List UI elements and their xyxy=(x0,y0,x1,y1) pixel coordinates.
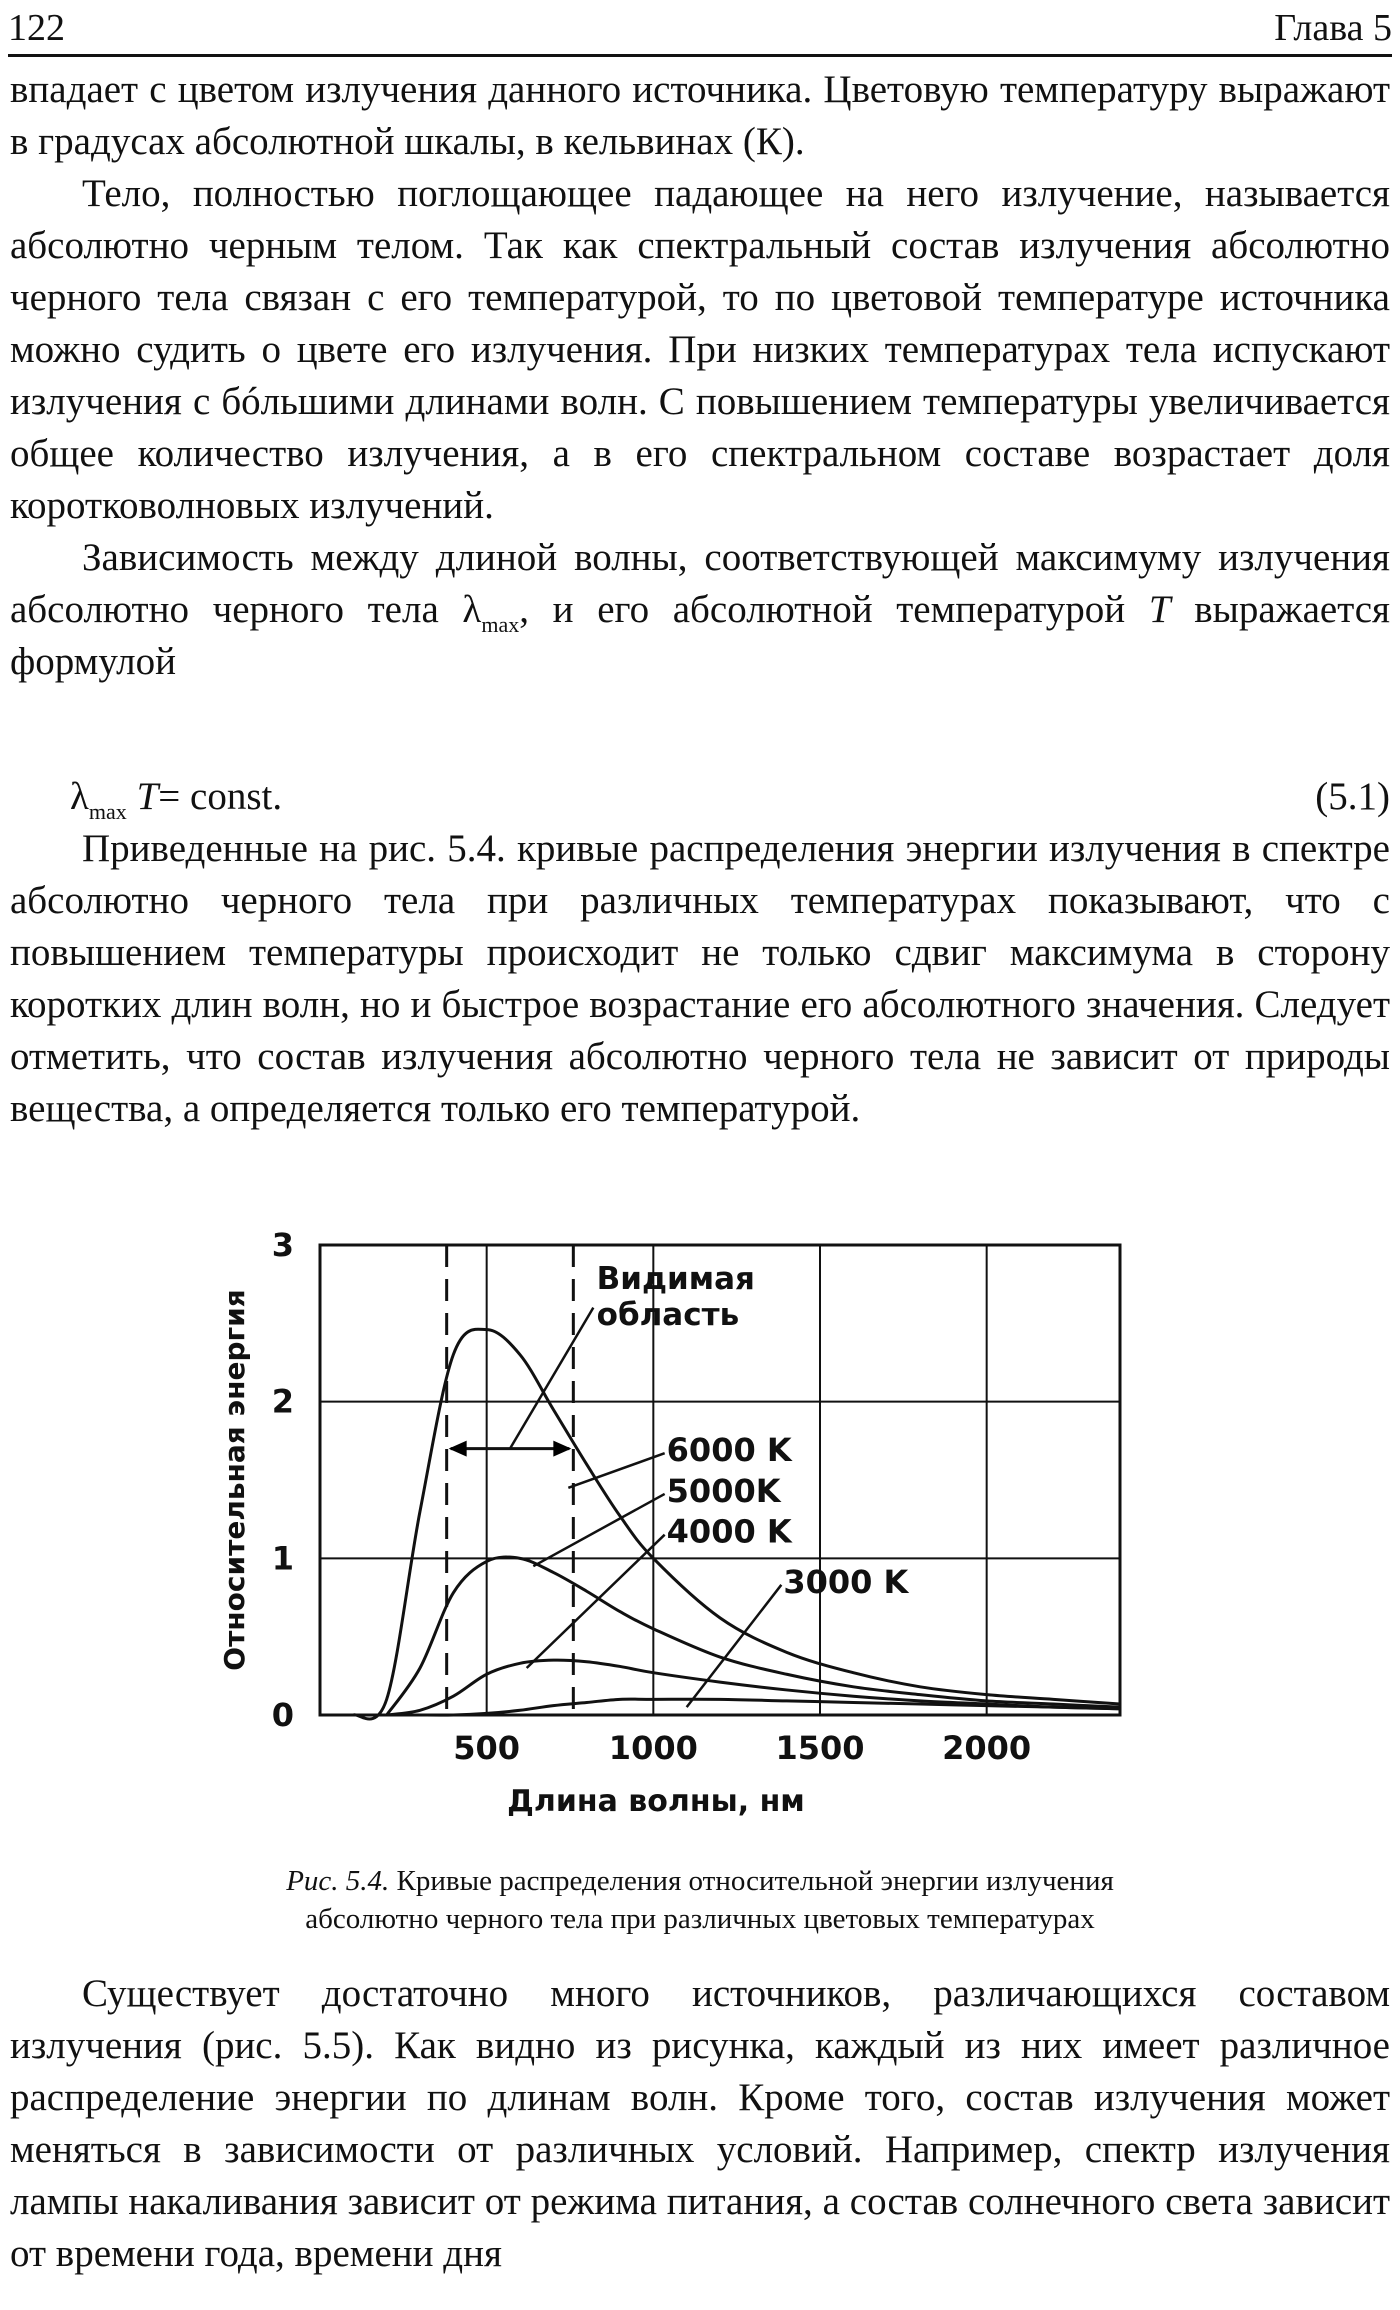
series-label: 6000 K xyxy=(666,1431,792,1470)
caption-line-2: абсолютно черного тела при различных цветовых температурах xyxy=(305,1903,1095,1935)
y-tick-label: 1 xyxy=(271,1539,294,1578)
x-tick-label: 500 xyxy=(453,1729,521,1767)
wien-variable: T xyxy=(1148,588,1171,631)
series-label: 4000 K xyxy=(666,1512,792,1551)
x-tick-label: 1000 xyxy=(608,1729,698,1767)
wien-text-3: выражается формулой xyxy=(10,588,1390,683)
visible-region-arrowhead-left xyxy=(449,1441,467,1457)
running-header xyxy=(8,2,1392,50)
wien-subscript: max xyxy=(481,612,520,637)
chart-svg xyxy=(210,1225,1130,1845)
eq-subscript: max xyxy=(88,799,127,824)
series-label: 5000K xyxy=(666,1471,781,1510)
visible-region-leader xyxy=(510,1308,593,1449)
visible-region-arrowhead-right xyxy=(553,1441,571,1457)
y-tick-label: 3 xyxy=(271,1226,294,1264)
blackbody-chart xyxy=(210,1225,1130,1845)
header-rule xyxy=(8,54,1392,57)
paragraph-sources: Существует достаточно много источников, различающихся составом излучения (рис. 5.5). Как видно из рисунка, каждый из них имеет различное распределение энергии по длинам волн. Кроме того, состав излучения может меняться в зависимости от различных условий. Например, спектр излучения лампы накаливания зависит от режима питания, а состав солнечного света зависит от времени года, времени дня xyxy=(10,1972,1390,2275)
x-tick-label: 1500 xyxy=(775,1729,865,1767)
paragraph-black-body: Тело, полностью поглощающее падающее на него излучение, называется абсолютно черным телом. Так как спектральный состав излучения абсолютно черного тела связан с его температурой, то по цветовой температуре источника можно судить о цвете его излучения. При низких температурах тела испускают излучения с бóльшими длинами волн. С повышением температуры увеличивается общее количество излучения, а в его спектральном составе возрастает доля коротковолновых излучений. xyxy=(10,172,1390,527)
visible-region-label-1: Видимая xyxy=(596,1260,755,1297)
visible-region xyxy=(447,1245,594,1715)
caption-line-1 xyxy=(100,1862,1300,1900)
series-leader-line xyxy=(527,1535,665,1668)
wien-text-2: , и его абсолютной температурой xyxy=(519,588,1149,631)
paragraph-curves: Приведенные на рис. 5.4. кривые распределения энергии излучения в спектре абсолютно черного тела при различных температурах показывают, что с повышением температуры происходит не только сдвиг максимума в сторону коротких длин волн, но и быстрое возрастание его абсолютного значения. Следует отметить, что состав излучения абсолютно черного тела не зависит от природы вещества, а определяется только его температурой. xyxy=(10,827,1390,1130)
series-labels xyxy=(667,1431,910,1601)
paragraph-continuation: впадает с цветом излучения данного источника. Цветовую температуру выражают в градусах абсолютной шкалы, в кельвинах (К). xyxy=(10,68,1390,163)
y-tick-label: 0 xyxy=(271,1696,294,1734)
caption-text-1: Кривые распределения относительной энергии излучения xyxy=(389,1865,1114,1897)
y-tick-label: 2 xyxy=(271,1382,294,1421)
eq-lambda: λ xyxy=(70,775,89,818)
paragraph-wien-law xyxy=(10,532,1390,688)
caption-label: Рис. 5.4. xyxy=(286,1865,390,1897)
eq-variable: T xyxy=(136,775,159,818)
wien-text-1: Зависимость между длиной волны, соответствующей максимуму излучения абсолютно черного тела λ xyxy=(10,536,1390,631)
x-tick-label: 2000 xyxy=(942,1729,1032,1767)
y-axis-label: Относительная энергия xyxy=(218,1289,251,1671)
figure-caption xyxy=(100,1862,1300,1938)
x-axis-label: Длина волны, нм xyxy=(507,1784,805,1819)
visible-region-label-2: область xyxy=(596,1296,740,1333)
series-label: 3000 K xyxy=(783,1562,909,1601)
equation-5-1 xyxy=(70,771,1390,823)
equation-number: (5.1) xyxy=(1315,775,1390,818)
eq-rest: = const. xyxy=(158,775,283,818)
chapter-title: Глава 5 xyxy=(1274,7,1392,49)
page-number: 122 xyxy=(8,7,65,49)
text-block-middle xyxy=(10,823,1390,1135)
text-block-bottom xyxy=(10,1968,1390,2280)
text-block-top xyxy=(10,64,1390,688)
